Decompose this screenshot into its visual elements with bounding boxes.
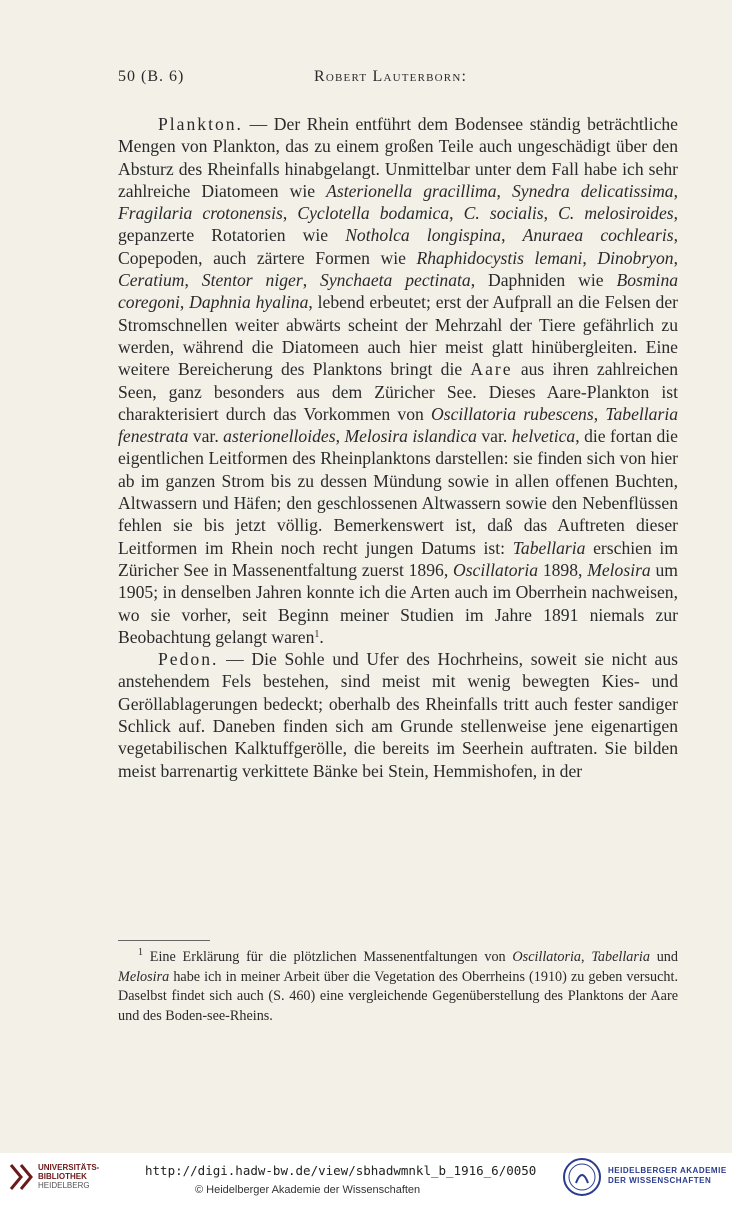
taxon: Rhaphidocystis lemani [416,247,583,268]
taxon: Stentor niger [201,270,303,291]
academy-line: DER WISSENSCHAFTEN [608,1176,712,1185]
taxon: Tabellaria fenestrata [118,403,679,447]
section-heading-plankton: Plankton. [158,114,243,134]
taxon: Synedra delicatissima [512,180,674,201]
text-run: , die fortan die eigentlichen Leitformen des Rheinplanktons darstellen: sie finden sich von hier ab im ganzen Strom bis zu dessen Mündung sowie in allen offenen Buchten, Altwassern und Häfen; den geschlossenen Altwassern sowie den Nebenflüssen fehlen sie bis jetzt völlig. Bemerkenswert ist, daß das Auftreten dieser Leitformen im Rhein noch recht jungen Datums ist: [118,426,678,558]
text-run: um 1905; in denselben Jahren konnte ich die Arten auch im Oberrhein nachweisen, wo sie vorher, seit Beginn meiner Studien im Jahre 1891 niemals zur Beobachtung gelangt waren [118,559,678,647]
text-run: und [649,949,678,965]
taxon: Dinobryon [597,247,674,268]
text-run: . [319,626,324,647]
text-run: var. [476,426,512,447]
footnote-paragraph: $^1$ Eine Erklärung für die plötzlichen Massenentfaltungen von Oscillatoria, Tabellaria und Melosira habe ich in meiner Arbeit über die Vegetation des Oberrheins (1910) zu geben versucht. Daselbst findet sich auch (S. 460) eine vergleichende Gegenüberstellung des Planktons der Aare und des Boden-see-Rheins. [118,947,678,1024]
text-run: — Der Rhein entführt dem Bodensee ständig beträchtliche Mengen von Plankton, das zu einem großen Teile auch ungeschädigt über den Absturz des Rheinfalls hinabgelangt. Unmittelbar unter dem Fall habe ich sehr zahlreiche Diatomeen wie [118,114,678,201]
footnote-marker: 1 [314,628,320,640]
academy-line: HEIDELBERGER AKADEMIE [608,1166,727,1175]
library-name [38,1163,99,1190]
taxon: Melosira [587,559,651,580]
footnote [118,948,678,1026]
taxon: Oscillatoria rubescens [431,403,594,424]
academy-name [608,1166,727,1186]
footnote-number: 1 [138,947,143,958]
main-text [118,113,678,782]
taxon: Melosira islandica [344,426,477,447]
library-line: HEIDELBERG [38,1181,90,1190]
taxon: Cyclotella bodamica [297,203,450,224]
text-run: , Daphniden wie [470,270,617,291]
library-line: BIBLIOTHEK [38,1172,87,1181]
taxon: Tabellaria [512,537,586,558]
viewer-footer [0,1153,732,1205]
paragraph-pedon [118,648,678,782]
text-run: , Copepoden, auch zärtere Formen wie [118,225,679,268]
paragraph-plankton: Plankton. — Der Rhein entführt dem Bodensee ständig beträchtliche Mengen von Plankton, das zu einem großen Teile auch ungeschädigt über den Absturz des Rheinfalls hinabgelangt. Unmittelbar unter dem Fall habe ich sehr zahlreiche Diatomeen wie Asterionella gracillima, Synedra delicatissima, Fragilaria crotonensis, Cyclotella bodamica, C. socialis, C. melosiroides, gepanzerte Rotatorien wie Notholca longispina, Anuraea cochlearis, Copepoden, auch zärtere Formen wie Rhaphidocystis lemani, Dinobryon, Ceratium, Stentor niger, Synchaeta pectinata, Daphniden wie Bosmina coregoni, Daphnia hyalina, lebend erbeutet; erst der Aufprall an die Felsen der Stromschnellen weiter abwärts scheint der Mehrzahl der Tiere gefährlich zu werden, während die Diatomeen auch hier meist glatt hinübergleiten. Eine weitere Bereicherung des Planktons bringt die Aare aus ihren zahlreichen Seen, ganz besonders aus dem Züricher See. Dieses Aare-Plankton ist charakterisiert durch das Vorkommen von Oscillatoria rubescens, Tabellaria fenestrata var. asterionelloides, Melosira islandica var. helvetica, die fortan die eigentlichen Leitformen des Rheinplanktons darstellen: sie finden sich von hier ab im ganzen Strom bis zu dessen Mündung sowie in allen offenen Buchten, Altwassern und Häfen; den geschlossenen Altwassern sowie den Nebenflüssen fehlen sie bis jetzt völlig. Bemerkenswert ist, daß das Auftreten dieser Leitformen im Rhein noch recht jungen Datums ist: Tabellaria erschien im Züricher See in Massenentfaltung zuerst 1896, Oscillatoria 1898, Melosira um 1905; in denselben Jahren konnte ich die Arten auch im Oberrhein nachweisen, wo sie vorher, seit Beginn meiner Studien im Jahre 1891 niemals zur Beobachtung gelangt waren$^1$. [118,114,679,647]
library-line: UNIVERSITÄTS- [38,1163,100,1172]
section-heading-pedon: Pedon. [158,649,219,670]
river-name: Aare [470,359,513,380]
footnote-divider [118,940,210,941]
text-run: , lebend erbeutet; erst der Aufprall an die Felsen der Stromschnellen weiter abwärts scheint der Mehrzahl der Tiere gefährlich zu werden, während die Diatomeen auch hier meist glatt hinübergleiten. Eine weitere Bereicherung des Planktons bringt die [118,292,678,380]
text-run: Eine Erklärung für die plötzlichen Massenentfaltungen von [143,949,513,965]
taxon: asterionelloides [223,426,336,447]
taxon: Tabellaria [591,949,650,965]
taxon: Daphnia hyalina [189,292,309,313]
text-run: var. [188,426,224,447]
page-number: 50 (B. 6) [118,68,185,85]
taxon: Synchaeta pectinata [320,270,471,291]
taxon: Melosira [118,968,170,985]
text-run: — Die Sohle und Ufer des Hochrheins, soweit sie nicht aus anstehendem Fels bestehen, sind meist mit wenig bewegten Kies- und Geröllablagerungen bedeckt; oberhalb des Rheinfalls tritt auch fester sandiger Schlick auf. Daneben finden sich am Grunde stellenweise jene eigenartigen vegetabilischen Kalktuffgerölle, die bereits im Seerhein auftraten. Sie bilden meist barrenartig verkittete Bänke bei Stein, Hemmishofen, in der [118,649,678,781]
academy-seal-icon [562,1157,602,1197]
taxon: C. melosiroides [558,203,674,224]
text-run: , gepanzerte Rotatorien wie [118,203,679,246]
university-library-logo-icon [8,1161,34,1193]
taxon: Fragilaria crotonensis [118,203,283,224]
copyright-notice: © Heidelberger Akademie der Wissenschaften [195,1184,421,1196]
taxon: Oscillatoria [453,559,539,580]
running-title: Robert Lauterborn: [314,68,468,85]
text-run: erschien im Züricher See in Massenentfaltung zuerst 1896, [118,537,679,580]
taxon: helvetica [511,426,576,447]
taxon: Oscillatoria [512,949,581,965]
taxon: Bosmina coregoni [118,270,679,313]
text-run: aus ihren zahlreichen Seen, ganz besonders aus dem Züricher See. Dieses Aare-Plankton ist charakterisiert durch das Vorkommen von [118,359,678,424]
text-run: habe ich in meiner Arbeit über die Vegetation des Oberrheins (1910) zu geben versucht. Daselbst findet sich auch (S. 460) eine vergleichende Gegenüberstellung des Planktons der Aare und des Boden-see-Rheins. [118,968,678,1024]
taxon: Asterionella gracillima [326,180,497,201]
taxon: C. socialis [463,203,544,224]
permalink-link[interactable]: http://digi.hadw-bw.de/view/sbhadwmnkl_b_1916_6/0050 [145,1163,537,1178]
taxon: Ceratium [118,270,185,291]
taxon: Notholca longispina [345,225,502,246]
taxon: Anuraea cochlearis [522,225,674,246]
text-run: 1898, [538,559,588,580]
